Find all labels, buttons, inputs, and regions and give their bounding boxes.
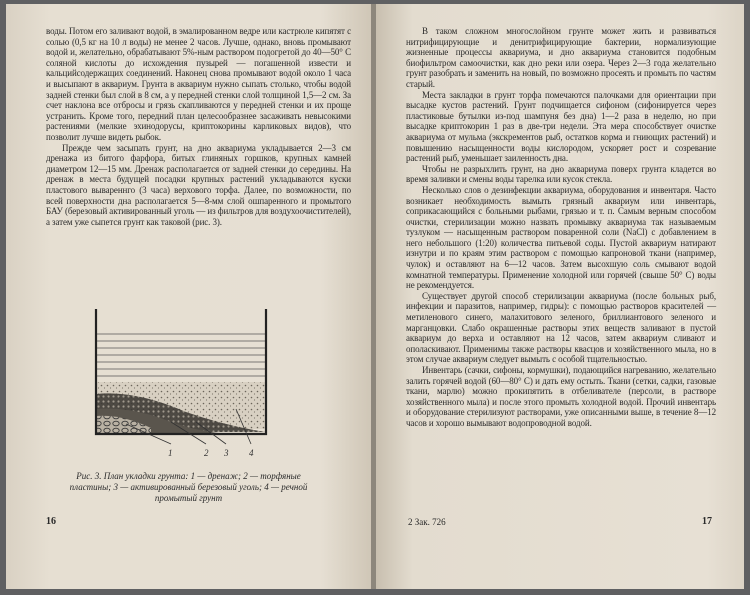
paragraph: Места закладки в грунт торфа помечаются палочками для ориентации при высадке кустов растений. Грунт подчищается сифоном (сифонируется через пластиковые бутылки из-под шампуня без дна) 1—2 раза в неделю, но при высадке криптокорин 1 раз в две-три недели. Эта мера способствует очистке аквариума от мульма (экскрементов рыб, остатков корма и гниющих растений) и повышению насыщенности воды кислородом, ускоряет рост и созревание растений рыб, уменьшает заиленность дна. [406,89,716,164]
figure-label-2: 2 [204,448,209,458]
paragraph: Несколько слов о дезинфекции аквариума, оборудования и инвентаря. Часто возникает необходимость вымыть грязный аквариум или инвентарь, соприкасающийся с больными рыбами, грязью и т. п. Самым верным способом очистки, стерилизации можно назвать промывку аквариума так называемым тузлуком — насыщенным раствором поваренной соли (NaCl) с добавлением в него небольшого (1:20) количества питьевой соды. Пустой аквариум натирают изнутри и по краям этим раствором с помощью капроновой ткани (например, чулок) и оставляют на 6—12 часов. Затем высохшую соль смывают водой комнатной температуры. Применение холодной или горячей (свыше 50° С) воды не рекомендуется. [406,184,716,291]
figure-caption: Рис. 3. План укладки грунта: 1 — дренаж; 2 — торфяные пластины; 3 — активированный березовый уголь; 4 — речной промытый грунт [69,471,308,503]
paragraph: Существует другой способ стерилизации аквариума (после больных рыб, инфекции и паразитов, например, гидры): с помощью растворов красителей — метиленового синего, малахитового зеленого, бриллиантового зеленого и марганцовки. Слабо окрашенные растворы этих веществ заливают в пустой аквариум до верха и оставляют на 12 часов, затем аквариум сливают и ополаскивают. Применимы также растворы квасцов и хозяйственного мыла, но в этом случае аквариум следует вымыть с особой тщательностью. [406,290,716,365]
right-page [376,4,744,589]
paragraph: Прежде чем засыпать грунт, на дно аквариума укладывается 2—3 см дренажа из битого фарфора, битых глиняных горшков, крупных камней диаметром 12—15 мм. Дренаж располагается от задней стенки до середины. На дренаж в места будущей посадки крупных растений укладываются куски пластового вывареннго (3 часа) верхового торфа. Далее, по возможности, по всей поверхности дна располагается 5—8-мм слой ошпаренного и промытого БАУ (березовый активированный уголь — из фильтров для воздухоочистителей), а затем уже сыпется грунт как таковой (рис. 3). [46,142,351,227]
figure-label-1: 1 [168,448,173,458]
paragraph: Инвентарь (сачки, сифоны, кормушки), подающийся нагреванию, желательно залить горячей водой (60—80° С) и дать ему остыть. Ткани (сетки, садки, газовые ткани, марлю) можно прокипятить в отбеливателе (персоли, в растворе хозяйственного мыла) и после этого промыть холодной водой. Прочий инвентарь и оборудование стерилизуют растворами, уже описанными выше, в течение 8—12 часов и хорошо вымывают водопроводной водой. [406,365,716,428]
figure-label-3: 3 [224,448,229,458]
aquarium-diagram [76,294,296,464]
left-page [6,4,372,589]
left-text-column [46,26,351,227]
book-spread [6,4,744,589]
paragraph: Чтобы не разрыхлить грунт, на дно аквариума поверх грунта кладется во время заливки и смены воды тарелка или кусок стекла. [406,163,716,185]
page-number-right: 17 [702,516,712,527]
printer-signature: 2 Зак. 726 [408,517,446,527]
page-number-left: 16 [46,516,56,527]
aquarium-figure [76,294,296,464]
paragraph: воды. Потом его заливают водой, в эмалированном ведре или кастрюле кипятят с солью (0,5 кг на 10 л воды) не менее 2 часов. Лучше, однако, вновь промывают водой и, желательно, обрабатывают 5%-ным раствором подогретой до 40—50° С соляной кислоты до исхождения пузырей — погашенной извести и кальцийсодержащих соединений. Наконец снова промывают водой около 1 часа и высыпают в аквариум. Грунта в аквариум нужно сыпать столько, чтобы водой задней стенки был слой в 8 см, а у передней стенки слой толщиной 1,5—2 см. За счет наклона все отбросы и грязь скапливаются у передней стенки и их проще устранить. Кроме того, передний план целесообразнее засаживать невысокими растениями (мелкие эхинодорусы, криптокорины карликовых видов), что позволит лучше видеть рыбок. [46,26,351,142]
water-lines [96,334,266,376]
figure-label-4: 4 [249,448,254,458]
paragraph: В таком сложном многослойном грунте может жить и развиваться нитрифицирующие и денитрифицирующие бактерии, нормализующие жизненные процессы аквариума, и дно аквариума становится подобным биофильтром самоочистки, как дно реки или озера. Через 2—3 года желательно грунт разобрать и заменить на новый, по возможно просеять и промыть по частям старый. [406,26,716,89]
right-text-column [406,26,716,429]
